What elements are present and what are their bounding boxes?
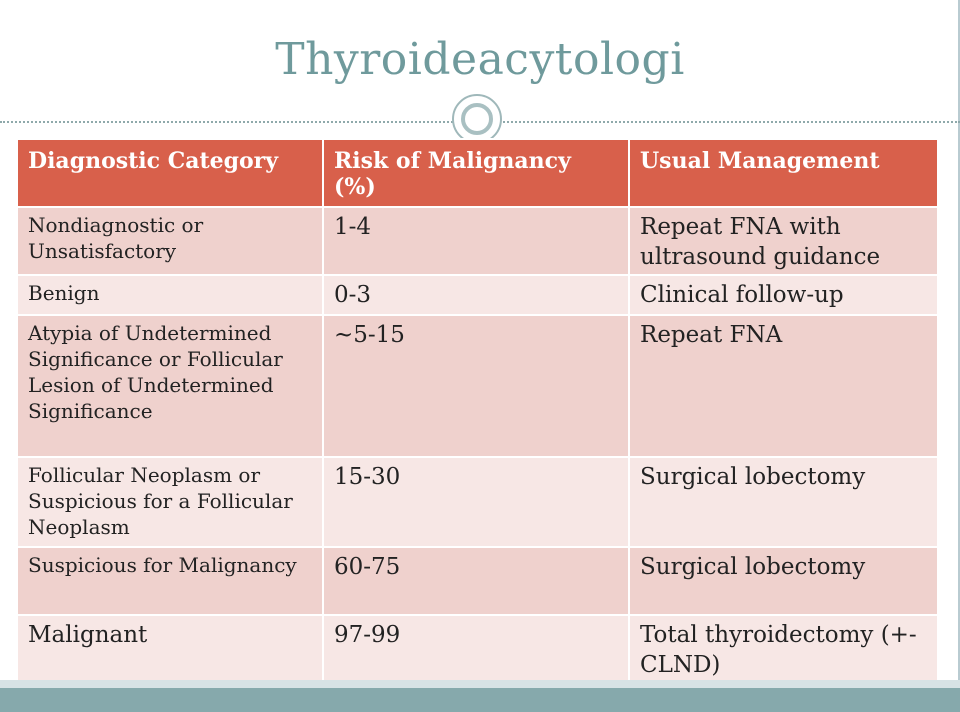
cell-risk: 60-75 bbox=[323, 547, 629, 615]
cell-category: Follicular Neoplasm or Suspicious for a Follicular Neoplasm bbox=[17, 457, 323, 547]
cell-risk: 15-30 bbox=[323, 457, 629, 547]
cell-management: Repeat FNA with ultrasound guidance bbox=[629, 207, 938, 275]
cell-management: Surgical lobectomy bbox=[629, 547, 938, 615]
cell-management: Surgical lobectomy bbox=[629, 457, 938, 547]
circle-ornament-inner bbox=[461, 103, 493, 135]
cell-risk: 0-3 bbox=[323, 275, 629, 315]
table-row bbox=[17, 315, 938, 457]
slide-title: Thyroideacytologi bbox=[275, 34, 685, 85]
table-header-row bbox=[17, 139, 938, 207]
cell-risk: 97-99 bbox=[323, 615, 629, 683]
table-row bbox=[17, 457, 938, 547]
risk-table bbox=[16, 138, 939, 684]
header-diagnostic-category: Diagnostic Category bbox=[17, 139, 323, 207]
table-row bbox=[17, 615, 938, 683]
footer-band bbox=[0, 688, 960, 712]
header-risk-of-malignancy: Risk of Malignancy (%) bbox=[323, 139, 629, 207]
cell-risk: ~5-15 bbox=[323, 315, 629, 457]
cell-risk: 1-4 bbox=[323, 207, 629, 275]
cell-management: Total thyroidectomy (+-CLND) bbox=[629, 615, 938, 683]
cell-category: Benign bbox=[17, 275, 323, 315]
circle-ornament-icon bbox=[452, 94, 502, 144]
cell-category: Atypia of Undetermined Significance or Follicular Lesion of Undetermined Significance bbox=[17, 315, 323, 457]
cell-management: Clinical follow-up bbox=[629, 275, 938, 315]
cell-category: Malignant bbox=[17, 615, 323, 683]
footer-band-light bbox=[0, 680, 960, 688]
table-row bbox=[17, 207, 938, 275]
cell-management: Repeat FNA bbox=[629, 315, 938, 457]
header-usual-management: Usual Management bbox=[629, 139, 938, 207]
table-row bbox=[17, 275, 938, 315]
cell-category: Nondiagnostic or Unsatisfactory bbox=[17, 207, 323, 275]
table-row bbox=[17, 547, 938, 615]
cell-category: Suspicious for Malignancy bbox=[17, 547, 323, 615]
